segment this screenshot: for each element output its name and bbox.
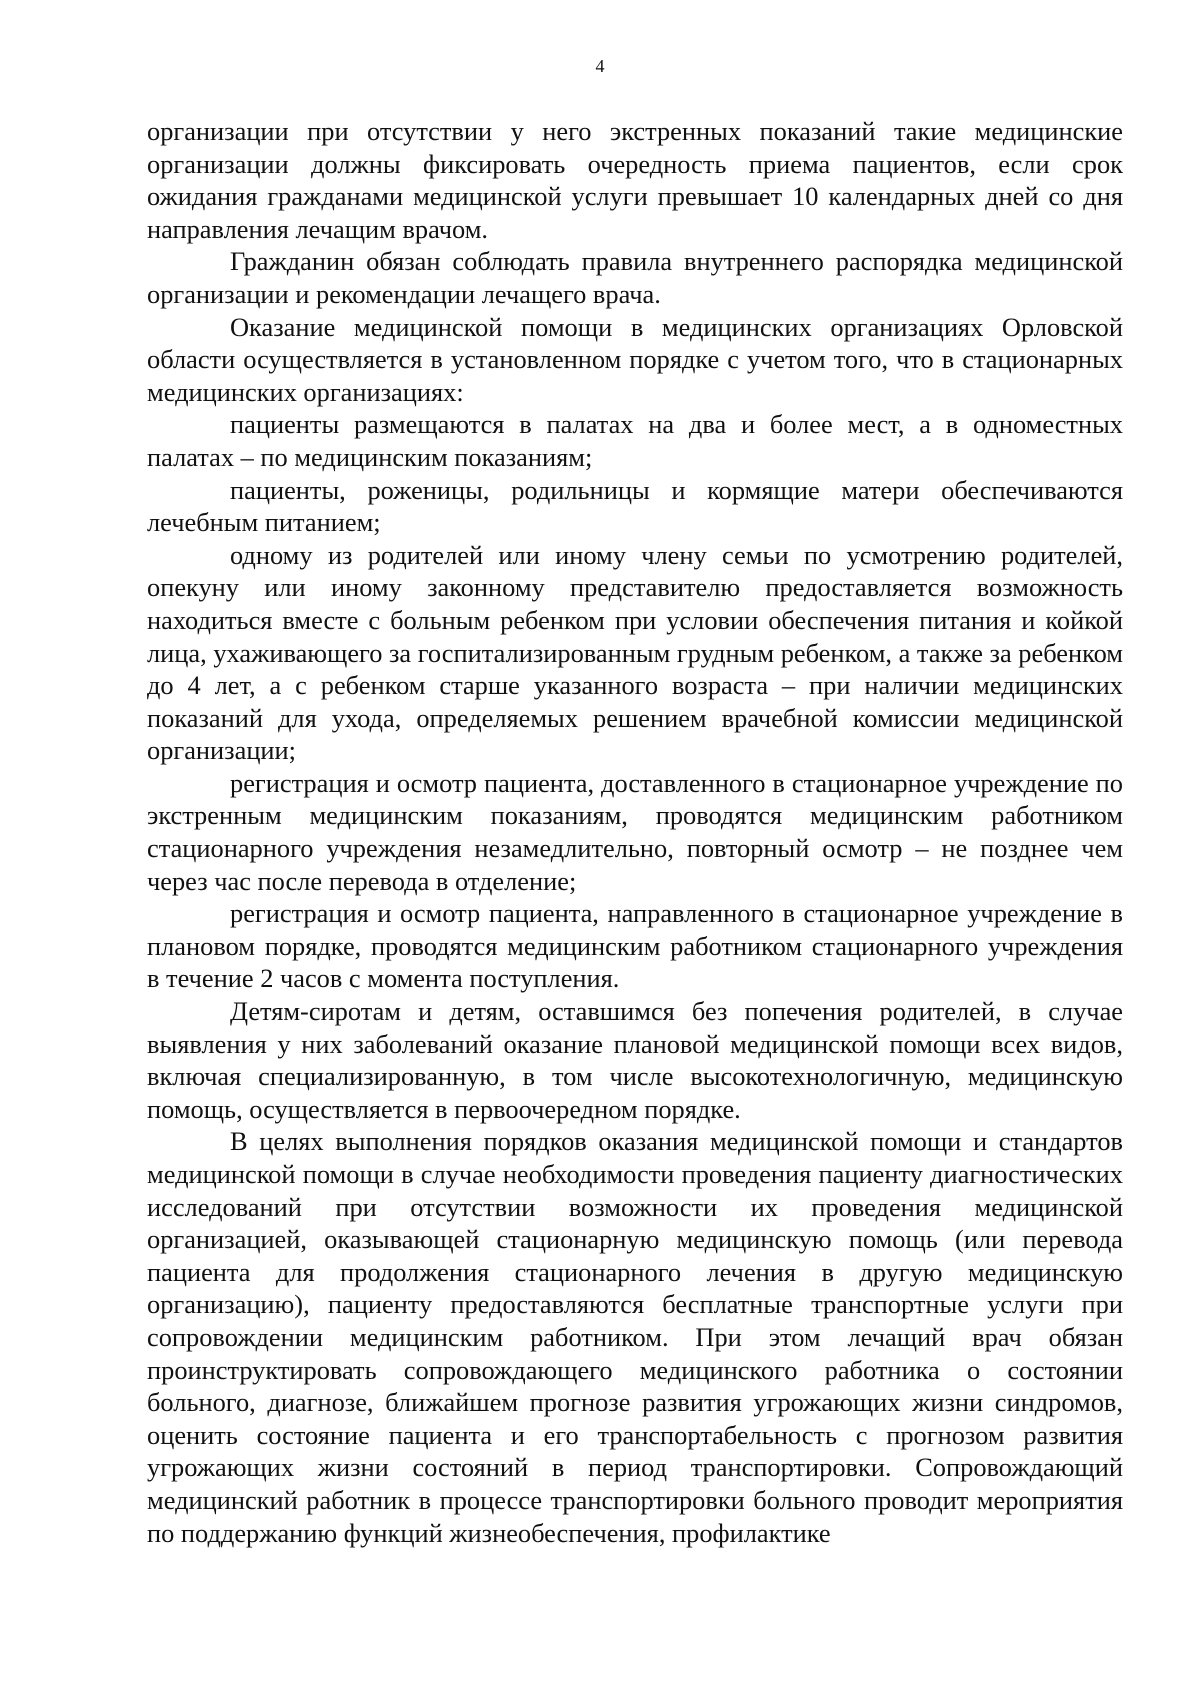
page-number: 4 [595, 56, 605, 76]
paragraph-2: Гражданин обязан соблюдать правила внутреннего распорядка медицинской организации и рекомендации лечащего врача. [147, 246, 1123, 309]
document-body [147, 115, 1123, 1549]
paragraph-5: пациенты, роженицы, родильницы и кормящие матери обеспечиваются лечебным питанием; [147, 474, 1123, 538]
paragraph-6: одному из родителей или иному члену семьи по усмотрению родителей, опекуну или иному законному представителю предоставляется возможность находиться вместе с больным ребенком при условии обеспечения питания и койкой лица, ухаживающего за госпитализированным грудным ребенком, а также за ребенком до 4 лет, а с ребенком старше указанного возраста – при наличии медицинских показаний для ухода, определяемых решением врачебной комиссии медицинской организации; [147, 539, 1123, 766]
paragraph-8: регистрация и осмотр пациента, направленного в стационарное учреждение в плановом порядке, проводятся медицинским работником стационарного учреждения в течение 2 часов с момента поступления. [147, 898, 1123, 994]
paragraph-9: Детям-сиротам и детям, оставшимся без попечения родителей, в случае выявления у них заболеваний оказание плановой медицинской помощи всех видов, включая специализированную, в том числе высокотехнологичную, медицинскую помощь, осуществляется в первоочередном порядке. [147, 996, 1123, 1124]
paragraph-7: регистрация и осмотр пациента, доставленного в стационарное учреждение по экстренным медицинским показаниям, проводятся медицинским работником стационарного учреждения незамедлительно, повторный осмотр – не позднее чем через час после перевода в отделение; [147, 767, 1123, 896]
paragraph-10: В целях выполнения порядков оказания медицинской помощи и стандартов медицинской помощи в случае необходимости проведения пациенту диагностических исследований при отсутствии возможности их проведения медицинской организацией, оказывающей стационарную медицинскую помощь (или перевода пациента для продолжения стационарного лечения в другую медицинскую организацию), пациенту предоставляются бесплатные транспортные услуги при сопровождении медицинским работником. При этом лечащий врач обязан проинструктировать сопровождающего медицинского работника о состоянии больного, диагнозе, ближайшем прогнозе развития угрожающих жизни синдромов, оценить состояние пациента и его транспортабельность с прогнозом развития угрожающих жизни состояний в период транспортировки. Сопровождающий медицинский работник в процессе транспортировки больного проводит мероприятия по поддержанию функций жизнеобеспечения, профилактике [147, 1126, 1123, 1548]
paragraph-4: пациенты размещаются в палатах на два и более мест, а в одноместных палатах – по медицинским показаниям; [147, 409, 1123, 472]
paragraph-1: организации при отсутствии у него экстренных показаний такие медицинские организации должны фиксировать очередность приема пациентов, если срок ожидания гражданами медицинской услуги превышает 10 календарных дней со дня направления лечащим врачом. [147, 116, 1123, 244]
paragraph-3: Оказание медицинской помощи в медицинских организациях Орловской области осуществляется в установленном порядке с учетом того, что в стационарных медицинских организациях: [147, 311, 1123, 407]
